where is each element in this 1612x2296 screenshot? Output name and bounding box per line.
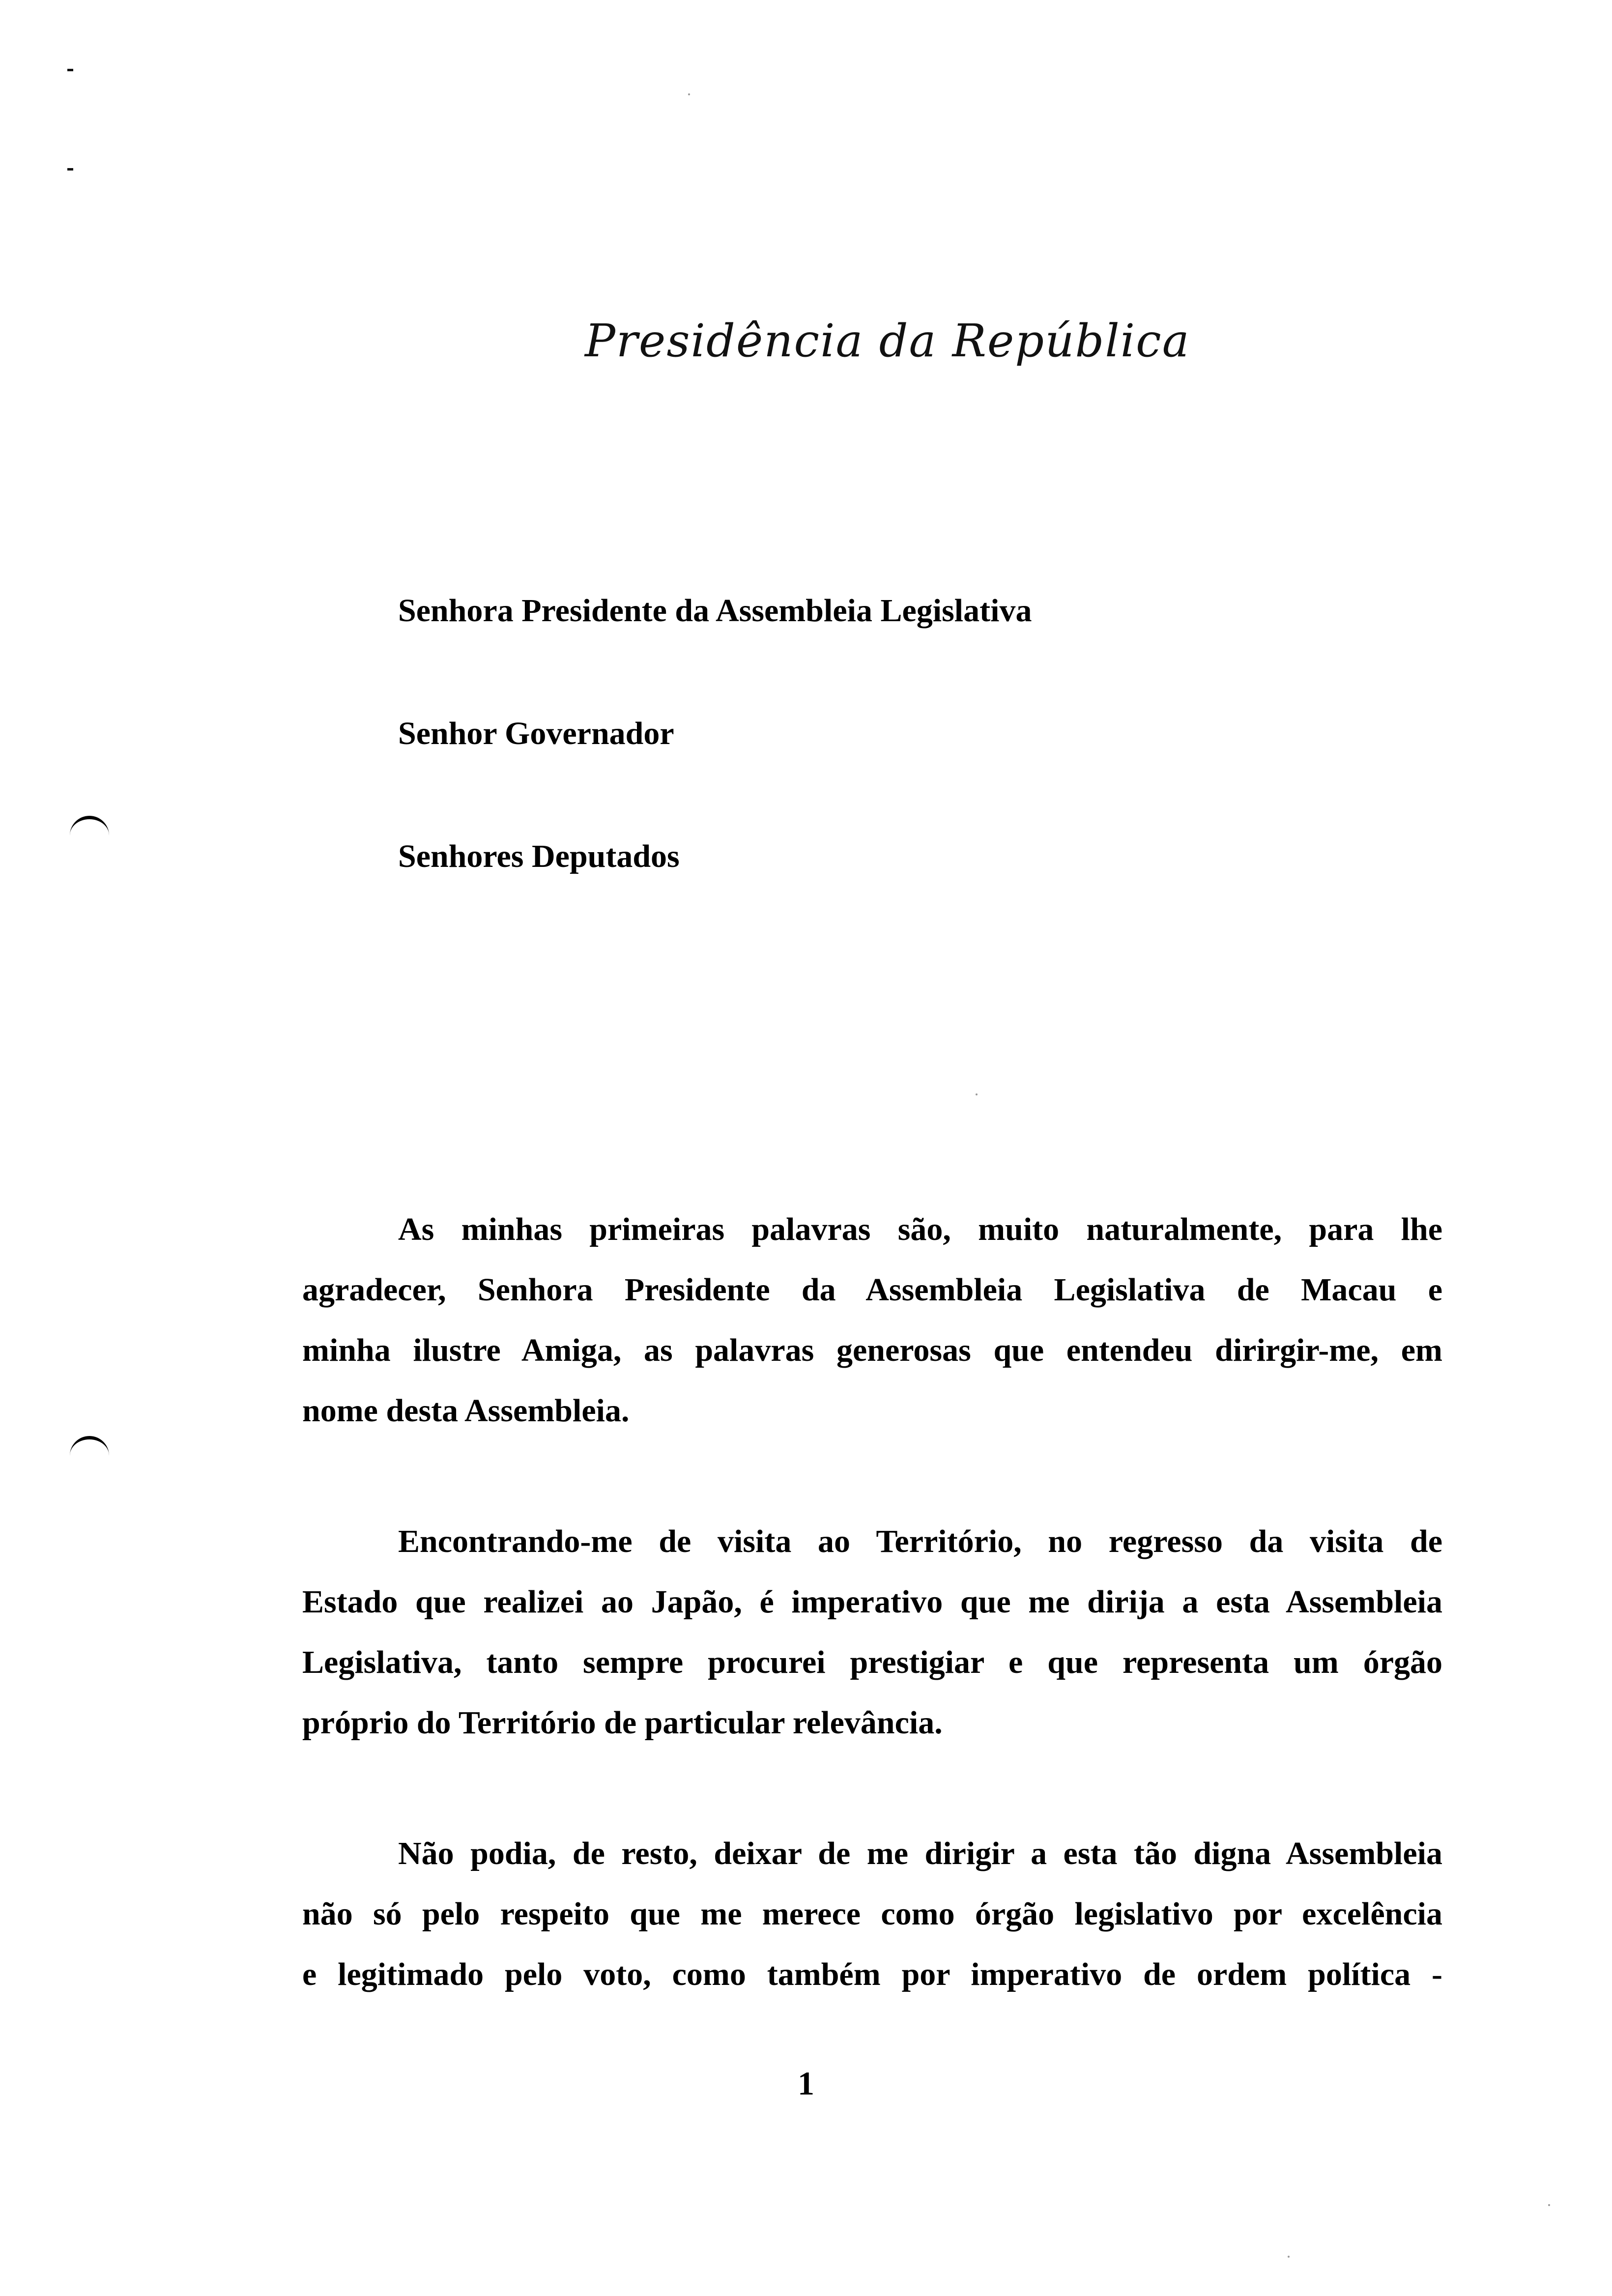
paragraph-line: próprio do Território de particular relevância.: [302, 1705, 943, 1741]
scan-mark: [67, 69, 73, 71]
punch-hole-mark: [70, 816, 109, 835]
paragraph-line: Não podia, de resto, deixar de me dirigir a esta tão digna Assembleia: [398, 1836, 1442, 1871]
salutation-line: Senhora Presidente da Assembleia Legislativa: [398, 593, 1032, 629]
paragraph-line: Encontrando-me de visita ao Território, no regresso da visita de: [398, 1523, 1442, 1559]
scan-speck: [1288, 2256, 1290, 2258]
paragraph-line: As minhas primeiras palavras são, muito naturalmente, para lhe: [398, 1211, 1442, 1247]
paragraph-line: agradecer, Senhora Presidente da Assembleia Legislativa de Macau e: [302, 1272, 1442, 1308]
scan-speck: [688, 93, 690, 95]
paragraph-line: Legislativa, tanto sempre procurei prestigiar e que representa um órgão: [302, 1644, 1442, 1680]
scan-mark: [67, 168, 73, 171]
salutation-line: Senhores Deputados: [398, 838, 680, 874]
paragraph-line: e legitimado pelo voto, como também por imperativo de ordem política -: [302, 1956, 1442, 1992]
paragraph-line: Estado que realizei ao Japão, é imperativo que me dirija a esta Assembleia: [302, 1584, 1442, 1620]
paragraph-line: minha ilustre Amiga, as palavras generosas que entendeu dirirgir-me, em: [302, 1332, 1442, 1368]
paragraph-line: não só pelo respeito que me merece como órgão legislativo por excelência: [302, 1896, 1442, 1932]
body-paragraph: [302, 1511, 1442, 1753]
salutation-line: Senhor Governador: [398, 716, 674, 751]
page-number: 1: [798, 2065, 814, 2102]
paragraph-line: nome desta Assembleia.: [302, 1393, 630, 1429]
body-paragraph: [302, 1823, 1442, 2005]
scan-speck: [1548, 2204, 1550, 2206]
punch-hole-mark: [70, 1436, 109, 1456]
body-paragraph: [302, 1199, 1442, 1441]
letterhead-title: Presidência da República: [585, 315, 1190, 367]
scan-speck: [976, 1093, 978, 1095]
